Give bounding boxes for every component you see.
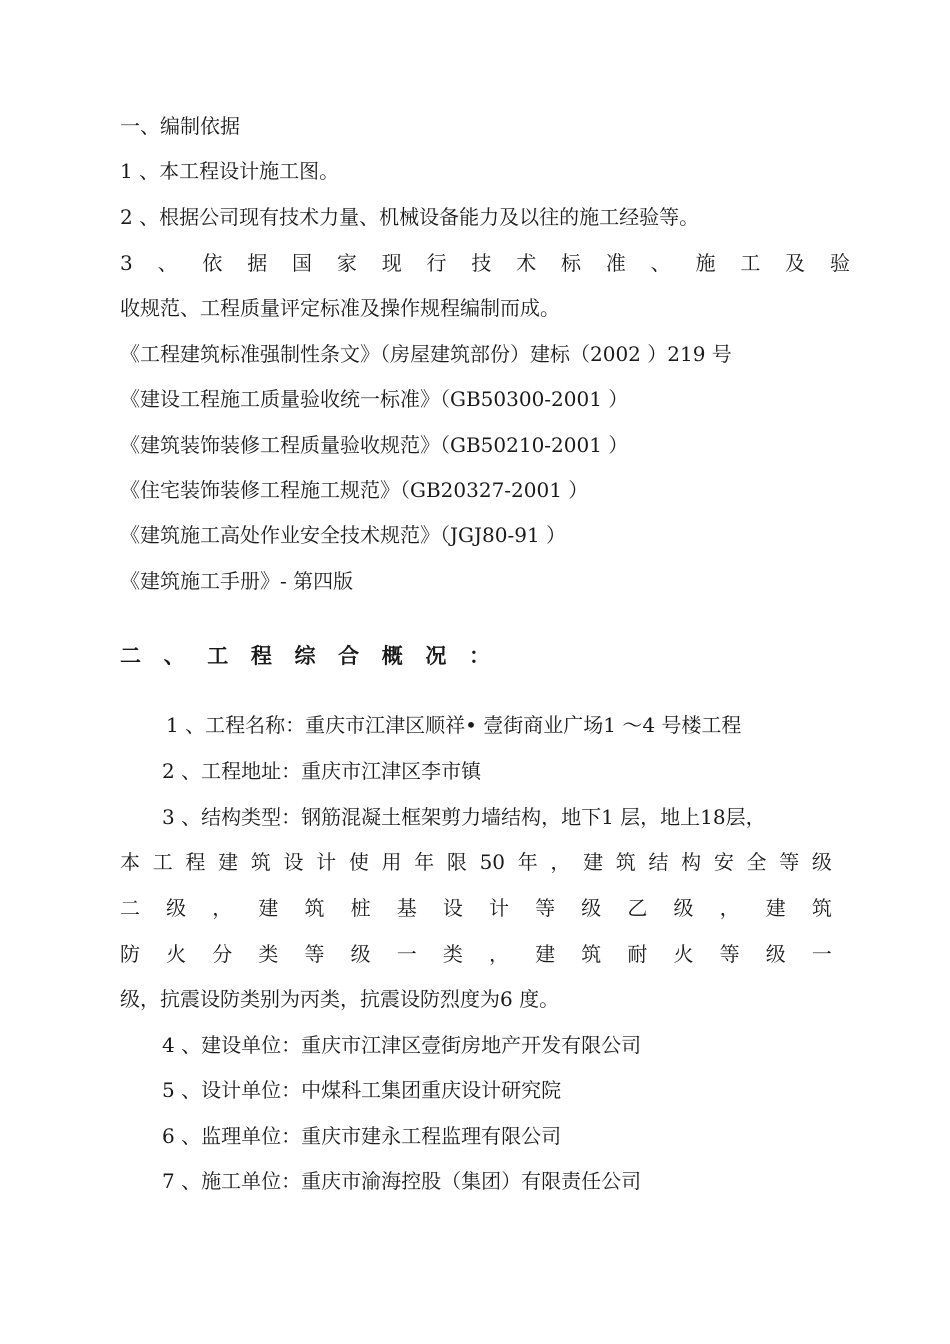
char: 施	[695, 251, 716, 275]
char: 一	[811, 942, 832, 966]
heading-char: 工	[207, 643, 229, 668]
heading-char: 合	[338, 643, 360, 668]
basis-item-3-line2: 收规范、工程质量评定标准及操作规程编制而成。	[120, 296, 560, 320]
heading-char: 、	[163, 643, 185, 668]
heading-char: 况	[425, 643, 447, 668]
char: 限	[446, 850, 467, 874]
char: 级	[166, 896, 187, 920]
overview-item-3-line5: 级，抗震设防类别为丙类，抗震设防烈度为6 度。	[120, 987, 560, 1011]
char: 构	[681, 850, 702, 874]
char: 火	[673, 942, 694, 966]
overview-item-6: 6 、监理单位：重庆市建永工程监理有限公司	[162, 1124, 562, 1148]
char: 技	[471, 251, 492, 275]
char: 类	[442, 942, 463, 966]
char: 工	[152, 850, 173, 874]
char: 安	[713, 850, 734, 874]
overview-item-4: 4 、建设单位：重庆市江津区壹街房地产开发有限公司	[162, 1033, 642, 1057]
char: 基	[396, 896, 417, 920]
char: 耐	[627, 942, 648, 966]
char: 级	[581, 896, 602, 920]
overview-item-5: 5 、设计单位：中煤科工集团重庆设计研究院	[162, 1078, 562, 1102]
char: 使	[348, 850, 369, 874]
char: 筑	[581, 942, 602, 966]
char: ，	[212, 896, 233, 920]
char: 3	[120, 251, 133, 275]
char: 级	[765, 942, 786, 966]
heading-char: 程	[250, 643, 272, 668]
basis-item-2: 2 、根据公司现有技术力量、机械设备能力及以往的施工经验等。	[120, 205, 700, 229]
char: 准	[605, 251, 626, 275]
char: ，	[719, 896, 740, 920]
basis-item-1: 1 、本工程设计施工图。	[120, 159, 340, 183]
char: 火	[166, 942, 187, 966]
overview-item-1: 1 、工程名称：重庆市江津区顺祥• 壹街商业广场1 ～4 号楼工程	[166, 713, 742, 737]
char: 级	[811, 850, 832, 874]
char: 筑	[250, 850, 271, 874]
char: 计	[489, 896, 509, 920]
char: 术	[516, 251, 537, 275]
char: 50	[479, 850, 506, 874]
char: 建	[583, 850, 604, 874]
char: 一	[396, 942, 417, 966]
char: ，	[550, 850, 571, 874]
standard-item: 《住宅装饰装修工程施工规范》（GB20327-2001 ）	[120, 478, 589, 502]
basis-item-3-line1	[120, 250, 850, 276]
overview-item-3-line1: 3 、结构类型：钢筋混凝土框架剪力墙结构，地下1 层，地上18层，	[162, 805, 766, 829]
overview-item-3-line2	[120, 849, 832, 875]
char: 设	[283, 850, 304, 874]
section2-heading	[120, 642, 490, 670]
char: 类	[258, 942, 279, 966]
char: 家	[336, 251, 357, 275]
heading-char: ：	[469, 643, 490, 668]
char: 、	[650, 251, 671, 275]
char: 结	[648, 850, 669, 874]
char: 验	[829, 251, 850, 275]
char: 计	[316, 850, 337, 874]
char: 用	[381, 850, 402, 874]
heading-char: 综	[294, 643, 316, 668]
section1-heading: 一、编制依据	[120, 114, 240, 138]
heading-char: 概	[381, 643, 403, 668]
standard-item: 《建设工程施工质量验收统一标准》（GB50300-2001 ）	[120, 387, 629, 411]
char: 现	[381, 251, 402, 275]
char: 等	[535, 896, 556, 920]
overview-item-3-line3	[120, 895, 832, 921]
char: 标	[561, 251, 582, 275]
char: 防	[120, 942, 140, 966]
char: 建	[258, 896, 279, 920]
char: 二	[120, 896, 140, 920]
char: 及	[785, 251, 806, 275]
standard-item: 《工程建筑标准强制性条文》（房屋建筑部份）建标（2002 ）219 号	[120, 342, 732, 366]
char: 建	[535, 942, 556, 966]
heading-char: 二	[120, 643, 141, 668]
char: 国	[292, 251, 313, 275]
char: 分	[212, 942, 233, 966]
standard-item: 《建筑装饰装修工程质量验收规范》（GB50210-2001 ）	[120, 433, 629, 457]
char: 全	[746, 850, 767, 874]
char: 筑	[615, 850, 636, 874]
char: 建	[218, 850, 239, 874]
char: 设	[442, 896, 463, 920]
char: 本	[120, 850, 140, 874]
char: 筑	[811, 896, 832, 920]
char: 筑	[304, 896, 325, 920]
char: 桩	[350, 896, 371, 920]
overview-item-2: 2 、工程地址：重庆市江津区李市镇	[162, 759, 482, 783]
char: ，	[489, 942, 509, 966]
char: 建	[765, 896, 786, 920]
char: 年	[414, 850, 435, 874]
overview-item-3-line4	[120, 941, 832, 967]
char: 、	[157, 251, 178, 275]
char: 行	[426, 251, 447, 275]
standard-item: 《建筑施工高处作业安全技术规范》（JGJ80-91 ）	[120, 523, 567, 547]
char: 据	[247, 251, 268, 275]
char: 等	[719, 942, 740, 966]
standard-item: 《建筑施工手册》- 第四版	[120, 569, 354, 593]
char: 工	[740, 251, 761, 275]
char: 依	[202, 251, 223, 275]
char: 乙	[627, 896, 648, 920]
char: 等	[304, 942, 325, 966]
overview-item-7: 7 、施工单位：重庆市渝海控股（集团）有限责任公司	[162, 1169, 642, 1193]
char: 程	[185, 850, 206, 874]
char: 等	[779, 850, 800, 874]
char: 级	[350, 942, 371, 966]
char: 年	[517, 850, 538, 874]
char: 级	[673, 896, 694, 920]
